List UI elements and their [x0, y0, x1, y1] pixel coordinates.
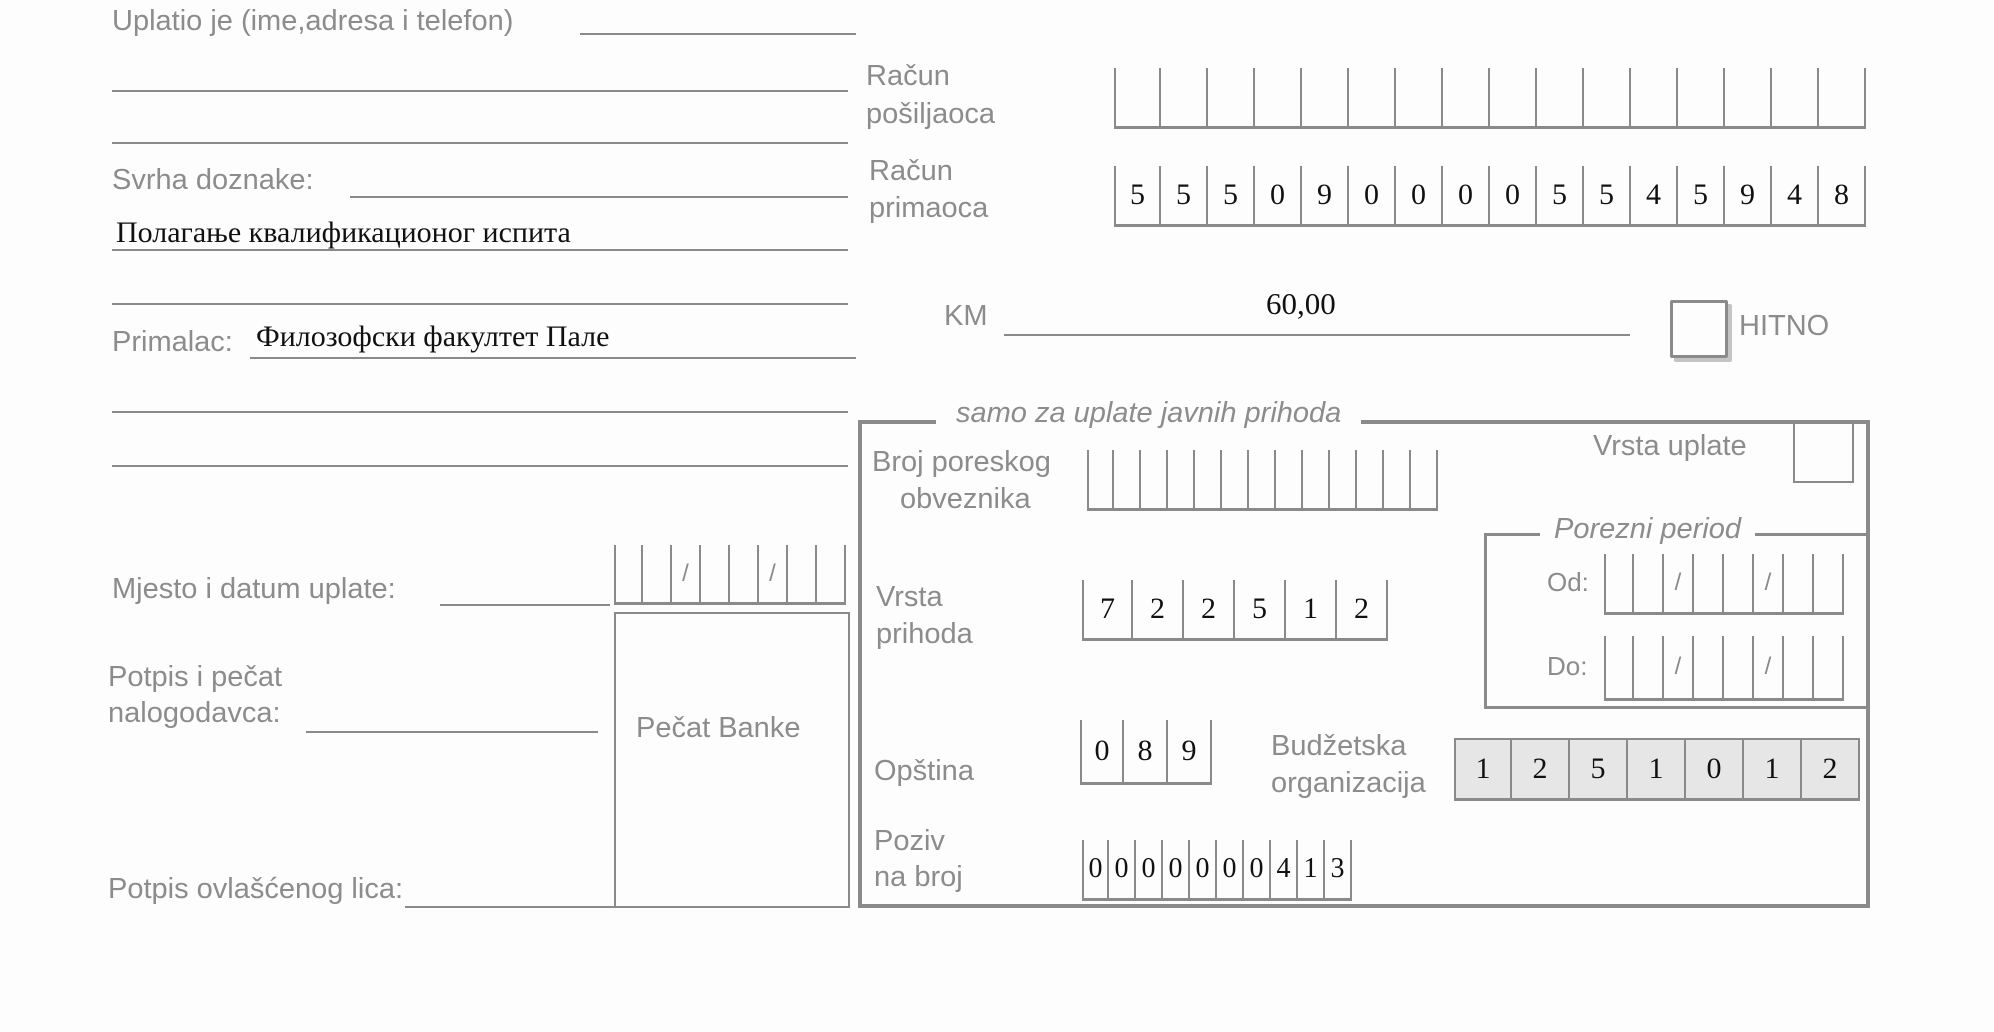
taxpayer-number-box[interactable]: [1168, 450, 1195, 508]
recipient-account-digit[interactable]: 5: [1114, 166, 1161, 224]
reference-digit[interactable]: 3: [1325, 840, 1352, 898]
revenue-type-digit[interactable]: 7: [1082, 580, 1133, 638]
recipient-label: Primalac:: [112, 326, 233, 358]
sender-account-digit[interactable]: [1772, 68, 1819, 126]
place-line[interactable]: [440, 604, 610, 606]
sender-account-digit[interactable]: [1208, 68, 1255, 126]
taxpayer-number-boxes[interactable]: [1087, 450, 1438, 511]
revenue-type-digit[interactable]: 1: [1286, 580, 1337, 638]
taxpayer-number-box[interactable]: [1303, 450, 1330, 508]
date-box[interactable]: [817, 545, 846, 602]
payer-line-3[interactable]: [112, 142, 848, 144]
sender-account-digit[interactable]: [1161, 68, 1208, 126]
period-from-box[interactable]: [1604, 554, 1634, 612]
taxpayer-number-label-line2: obveznika: [900, 483, 1031, 515]
purpose-line-2[interactable]: [112, 249, 848, 251]
recipient-account-digit[interactable]: 0: [1255, 166, 1302, 224]
sender-account-digit[interactable]: [1819, 68, 1866, 126]
period-from-label: Od:: [1547, 567, 1589, 597]
recipient-account-digit[interactable]: 4: [1631, 166, 1678, 224]
currency-label: KM: [944, 300, 988, 332]
recipient-account-digit[interactable]: 8: [1819, 166, 1866, 224]
payment-type-label: Vrsta uplate: [1593, 430, 1747, 462]
recipient-line-2[interactable]: [112, 411, 848, 413]
revenue-type-boxes[interactable]: [1082, 580, 1388, 641]
budget-org-label-line2: organizacija: [1271, 767, 1426, 799]
payer-line-1[interactable]: [580, 33, 856, 35]
reference-digit[interactable]: 4: [1271, 840, 1298, 898]
period-from-box[interactable]: [1694, 554, 1724, 612]
purpose-label: Svrha doznake:: [112, 164, 314, 196]
recipient-account-digit[interactable]: 4: [1772, 166, 1819, 224]
recipient-line-1[interactable]: [250, 357, 856, 359]
period-to-box[interactable]: [1694, 636, 1724, 698]
recipient-account-digit[interactable]: 5: [1208, 166, 1255, 224]
period-separator: /: [1674, 653, 1682, 680]
period-from-box[interactable]: [1754, 554, 1784, 612]
reference-label-line1: Poziv: [874, 825, 945, 857]
taxpayer-number-box[interactable]: [1114, 450, 1141, 508]
amount-value: 60,00: [1266, 286, 1336, 321]
recipient-account-digit[interactable]: 5: [1678, 166, 1725, 224]
revenue-type-digit[interactable]: 2: [1337, 580, 1388, 638]
date-separator: /: [769, 559, 776, 587]
tax-period-title: Porezni period: [1540, 514, 1755, 546]
taxpayer-number-box[interactable]: [1222, 450, 1249, 508]
urgent-label: HITNO: [1739, 310, 1830, 342]
municipality-boxes[interactable]: [1080, 720, 1212, 785]
date-boxes[interactable]: [614, 545, 846, 605]
budget-org-digit[interactable]: 1: [1744, 740, 1802, 798]
reference-boxes[interactable]: [1082, 840, 1352, 901]
period-from-box[interactable]: [1664, 554, 1694, 612]
period-from-box[interactable]: [1814, 554, 1844, 612]
period-to-box[interactable]: [1664, 636, 1694, 698]
sender-account-digit[interactable]: [1396, 68, 1443, 126]
public-revenue-title: samo za uplate javnih prihoda: [936, 398, 1361, 430]
urgent-checkbox[interactable]: [1670, 300, 1728, 358]
date-box[interactable]: [730, 545, 759, 602]
sender-account-digit[interactable]: [1631, 68, 1678, 126]
recipient-account-digit[interactable]: 0: [1396, 166, 1443, 224]
sender-account-digit[interactable]: [1349, 68, 1396, 126]
taxpayer-number-box[interactable]: [1141, 450, 1168, 508]
budget-org-boxes[interactable]: [1454, 738, 1860, 801]
budget-org-digit[interactable]: 2: [1512, 740, 1570, 798]
recipient-account-digit[interactable]: 5: [1161, 166, 1208, 224]
taxpayer-number-box[interactable]: [1276, 450, 1303, 508]
reference-digit[interactable]: 0: [1082, 840, 1109, 898]
reference-digit[interactable]: 0: [1109, 840, 1136, 898]
budget-org-digit[interactable]: 2: [1802, 740, 1860, 798]
recipient-account-digit[interactable]: 5: [1584, 166, 1631, 224]
place-date-label: Mjesto i datum uplate:: [112, 573, 396, 605]
date-box[interactable]: [672, 545, 701, 602]
sender-account-boxes[interactable]: [1114, 68, 1866, 129]
period-from-box[interactable]: [1724, 554, 1754, 612]
recipient-account-label-line1: Račun: [869, 155, 953, 187]
recipient-line-3[interactable]: [112, 465, 848, 467]
recipient-account-boxes[interactable]: [1114, 166, 1866, 227]
sender-account-digit[interactable]: [1490, 68, 1537, 126]
sender-account-label-line1: Račun: [866, 60, 950, 92]
sender-account-digit[interactable]: [1584, 68, 1631, 126]
payment-type-box[interactable]: [1793, 423, 1854, 483]
taxpayer-number-box[interactable]: [1249, 450, 1276, 508]
payer-signature-line[interactable]: [306, 731, 598, 733]
revenue-type-digit[interactable]: 2: [1133, 580, 1184, 638]
recipient-account-digit[interactable]: 0: [1349, 166, 1396, 224]
bank-stamp-label: Pečat Banke: [636, 712, 801, 744]
authorized-signature-line[interactable]: [405, 906, 850, 908]
authorized-signature-label: Potpis ovlašćenog lica:: [108, 873, 403, 905]
date-box[interactable]: [701, 545, 730, 602]
sender-account-digit[interactable]: [1255, 68, 1302, 126]
revenue-type-label-line2: prihoda: [876, 618, 973, 650]
sender-account-label-line2: pošiljaoca: [866, 98, 995, 130]
period-to-boxes[interactable]: [1604, 636, 1844, 701]
sender-account-digit[interactable]: [1537, 68, 1584, 126]
period-to-box[interactable]: [1784, 636, 1814, 698]
reference-digit[interactable]: 0: [1163, 840, 1190, 898]
recipient-value: Филозофски факултет Пале: [256, 320, 610, 353]
recipient-account-label-line2: primaoca: [869, 192, 989, 224]
municipality-label: Opština: [874, 755, 974, 787]
reference-label-line2: na broj: [874, 861, 963, 893]
taxpayer-number-box[interactable]: [1384, 450, 1411, 508]
taxpayer-number-box[interactable]: [1087, 450, 1114, 508]
payer-line-2[interactable]: [112, 90, 848, 92]
reference-digit[interactable]: 0: [1244, 840, 1271, 898]
sender-account-digit[interactable]: [1678, 68, 1725, 126]
taxpayer-number-box[interactable]: [1411, 450, 1438, 508]
sender-account-digit[interactable]: [1302, 68, 1349, 126]
date-separator: /: [682, 559, 689, 587]
reference-digit[interactable]: 0: [1136, 840, 1163, 898]
payer-label: Uplatio je (ime,adresa i telefon): [112, 5, 514, 37]
period-from-box[interactable]: [1784, 554, 1814, 612]
budget-org-digit[interactable]: 1: [1628, 740, 1686, 798]
period-separator: /: [1764, 653, 1772, 680]
taxpayer-number-box[interactable]: [1357, 450, 1384, 508]
recipient-account-digit[interactable]: 9: [1725, 166, 1772, 224]
sender-account-digit[interactable]: [1443, 68, 1490, 126]
bank-stamp-box: [614, 612, 850, 908]
budget-org-digit[interactable]: 0: [1686, 740, 1744, 798]
recipient-account-digit[interactable]: 9: [1302, 166, 1349, 224]
taxpayer-number-label-line1: Broj poreskog: [872, 446, 1051, 478]
period-separator: /: [1764, 569, 1772, 596]
revenue-type-digit[interactable]: 5: [1235, 580, 1286, 638]
date-box[interactable]: [759, 545, 788, 602]
municipality-digit[interactable]: 0: [1080, 720, 1124, 782]
sender-account-digit[interactable]: [1725, 68, 1772, 126]
amount-line[interactable]: [1004, 334, 1630, 336]
period-to-box[interactable]: [1814, 636, 1844, 698]
period-to-box[interactable]: [1604, 636, 1634, 698]
period-to-box[interactable]: [1754, 636, 1784, 698]
reference-digit[interactable]: 0: [1190, 840, 1217, 898]
municipality-digit[interactable]: 9: [1168, 720, 1212, 782]
reference-digit[interactable]: 0: [1217, 840, 1244, 898]
budget-org-digit[interactable]: 1: [1454, 740, 1512, 798]
period-from-boxes[interactable]: [1604, 554, 1844, 615]
budget-org-digit[interactable]: 5: [1570, 740, 1628, 798]
taxpayer-number-box[interactable]: [1330, 450, 1357, 508]
date-box[interactable]: [788, 545, 817, 602]
taxpayer-number-box[interactable]: [1195, 450, 1222, 508]
revenue-type-label-line1: Vrsta: [876, 581, 943, 613]
recipient-account-digit[interactable]: 5: [1537, 166, 1584, 224]
reference-digit[interactable]: 1: [1298, 840, 1325, 898]
period-from-box[interactable]: [1634, 554, 1664, 612]
period-to-box[interactable]: [1724, 636, 1754, 698]
purpose-line-3[interactable]: [112, 303, 848, 305]
revenue-type-digit[interactable]: 2: [1184, 580, 1235, 638]
purpose-line-1[interactable]: [350, 196, 848, 198]
purpose-value: Полагање квалификационог испита: [116, 216, 571, 249]
date-box[interactable]: [614, 545, 643, 602]
recipient-account-digit[interactable]: 0: [1490, 166, 1537, 224]
payer-signature-label-line1: Potpis i pečat: [108, 661, 283, 693]
budget-org-label-line1: Budžetska: [1271, 730, 1407, 762]
period-to-box[interactable]: [1634, 636, 1664, 698]
payer-signature-label-line2: nalogodavca:: [108, 697, 281, 729]
municipality-digit[interactable]: 8: [1124, 720, 1168, 782]
recipient-account-digit[interactable]: 0: [1443, 166, 1490, 224]
period-separator: /: [1674, 569, 1682, 596]
period-to-label: Do:: [1547, 651, 1588, 681]
sender-account-digit[interactable]: [1114, 68, 1161, 126]
date-box[interactable]: [643, 545, 672, 602]
